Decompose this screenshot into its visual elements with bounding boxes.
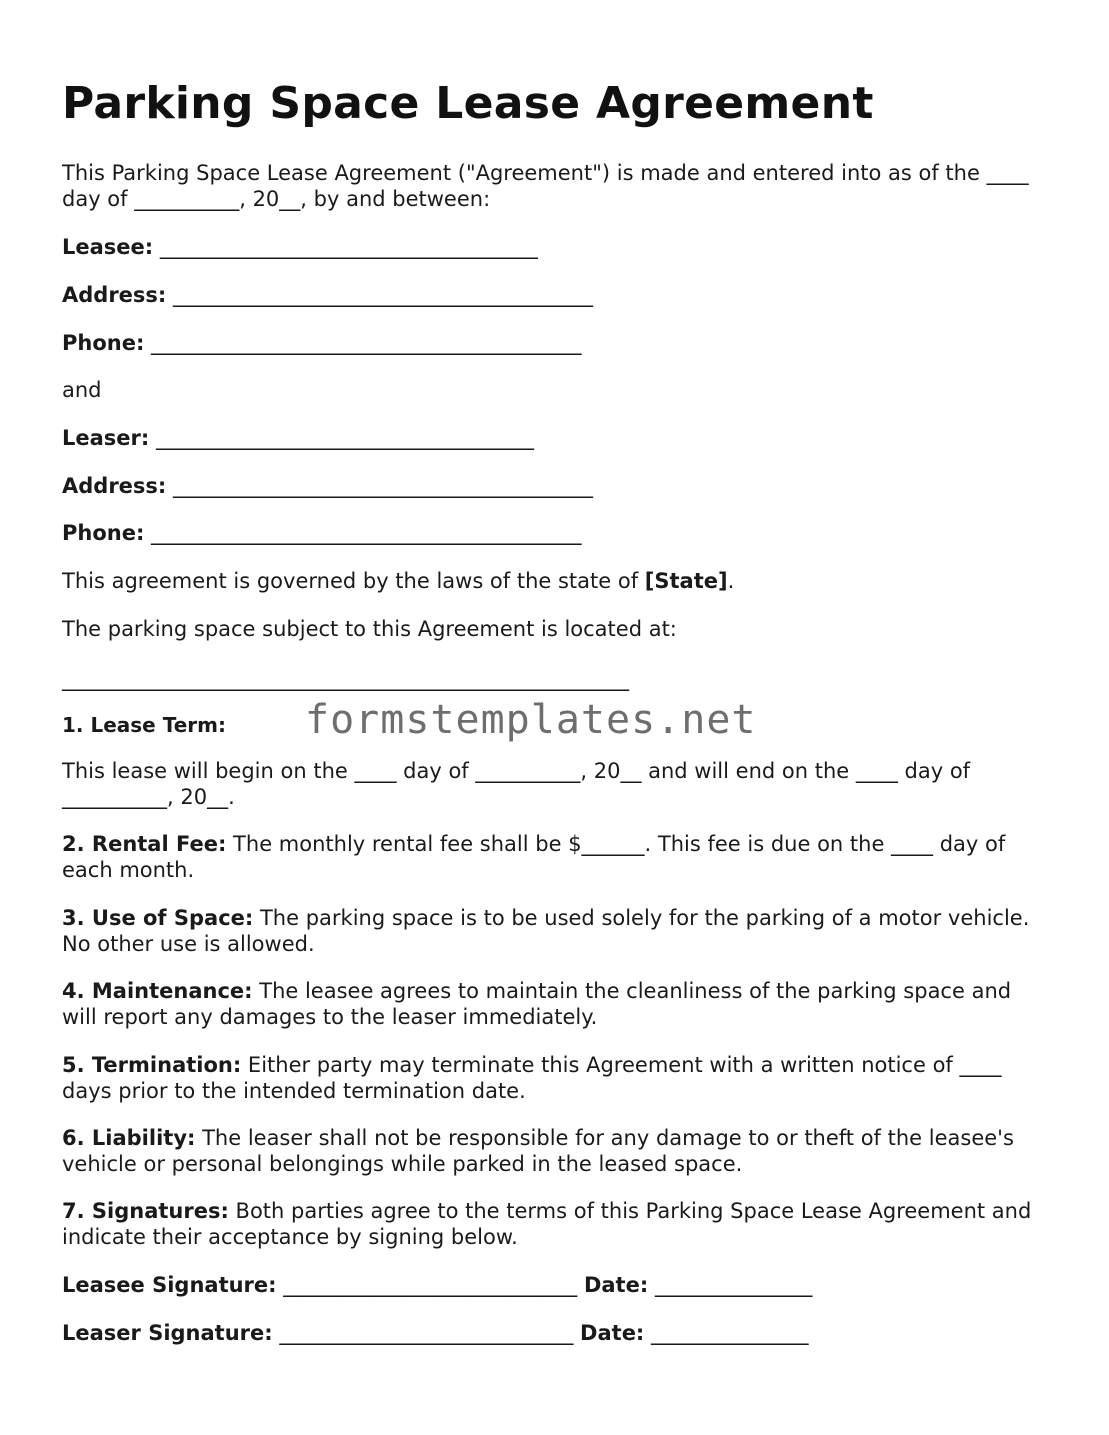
rental-fee-label: 2. Rental Fee: [62,832,227,856]
maintenance-label: 4. Maintenance: [62,979,253,1003]
liability-text: The leaser shall not be responsible for any damage to or theft of the leasee's vehicle or personal belongings while parked in the leased space. [62,1126,1021,1176]
leaser-address-label: Address: [62,474,167,498]
leasee-name-line [62,234,1052,260]
leaser-date-field[interactable]: _______________ [651,1321,809,1345]
leasee-address-field[interactable]: ________________________________________ [173,283,594,307]
leasee-signature-label: Leasee Signature: [62,1273,277,1297]
location-text: The parking space subject to this Agreement is located at: [62,617,677,641]
maintenance-text: The leasee agrees to maintain the cleanliness of the parking space and will report any damages to the leaser immediately. [62,979,1018,1029]
signatures-paragraph [62,1198,1052,1250]
leasee-phone-line [62,330,1052,356]
governing-law-paragraph [62,568,1052,594]
leasee-signature-field[interactable]: ____________________________ [283,1273,578,1297]
location-field[interactable]: ______________________________________________________ [62,667,629,691]
leasee-date-field[interactable]: _______________ [654,1273,813,1297]
rental-fee-text: The monthly rental fee shall be $______. This fee is due on the ____ day of each month. [62,832,1012,882]
and-text: and [62,378,102,402]
termination-paragraph [62,1052,1052,1104]
intro-paragraph: This Parking Space Lease Agreement ("Agreement") is made and entered into as of the ____ day of __________, 20__, by and between: [62,161,1036,211]
watermark-text: formstemplates.net [305,697,757,743]
leaser-phone-field[interactable]: _________________________________________ [151,521,582,545]
liability-paragraph [62,1125,1052,1177]
termination-label: 5. Termination: [62,1053,242,1077]
use-of-space-paragraph [62,905,1052,957]
termination-text: Either party may terminate this Agreement with a written notice of ____ days prior to the intended termination date. [62,1053,1009,1103]
maintenance-paragraph [62,978,1052,1030]
rental-fee-paragraph [62,831,1052,883]
leaser-date-label: Date: [580,1321,645,1345]
leaser-name-label: Leaser: [62,426,150,450]
state-placeholder: [State] [644,569,728,593]
leaser-signature-line [62,1320,1052,1346]
leasee-name-label: Leasee: [62,235,154,259]
lease-term-heading: 1. Lease Term: [62,713,226,737]
leaser-name-line [62,425,1052,451]
leaser-phone-line [62,520,1052,546]
signatures-label: 7. Signatures: [62,1199,229,1223]
leasee-phone-field[interactable]: _________________________________________ [151,331,582,355]
use-of-space-label: 3. Use of Space: [62,906,254,930]
leasee-signature-line [62,1272,1052,1298]
page-title: Parking Space Lease Agreement [62,78,874,129]
governing-law-end: . [727,569,735,593]
use-of-space-text: The parking space is to be used solely for the parking of a motor vehicle. No other use is allowed. [62,906,1037,956]
liability-label: 6. Liability: [62,1126,196,1150]
leasee-name-field[interactable]: ____________________________________ [159,235,538,259]
leaser-signature-field[interactable]: ____________________________ [279,1321,574,1345]
leaser-phone-label: Phone: [62,521,145,545]
leaser-signature-label: Leaser Signature: [62,1321,273,1345]
leaser-address-field[interactable]: ________________________________________ [173,474,594,498]
leasee-phone-label: Phone: [62,331,145,355]
leaser-name-field[interactable]: ____________________________________ [155,426,534,450]
leasee-address-label: Address: [62,283,167,307]
signatures-text: Both parties agree to the terms of this Parking Space Lease Agreement and indicate their acceptance by signing below. [62,1199,1039,1249]
lease-term-text: This lease will begin on the ____ day of __________, 20__ and will end on the ____ day of __________, 20__. [62,759,977,809]
leaser-address-line [62,473,1052,499]
leasee-date-label: Date: [583,1273,649,1297]
leasee-address-line [62,282,1052,308]
governing-law-text: This agreement is governed by the laws of the state of [62,569,645,593]
